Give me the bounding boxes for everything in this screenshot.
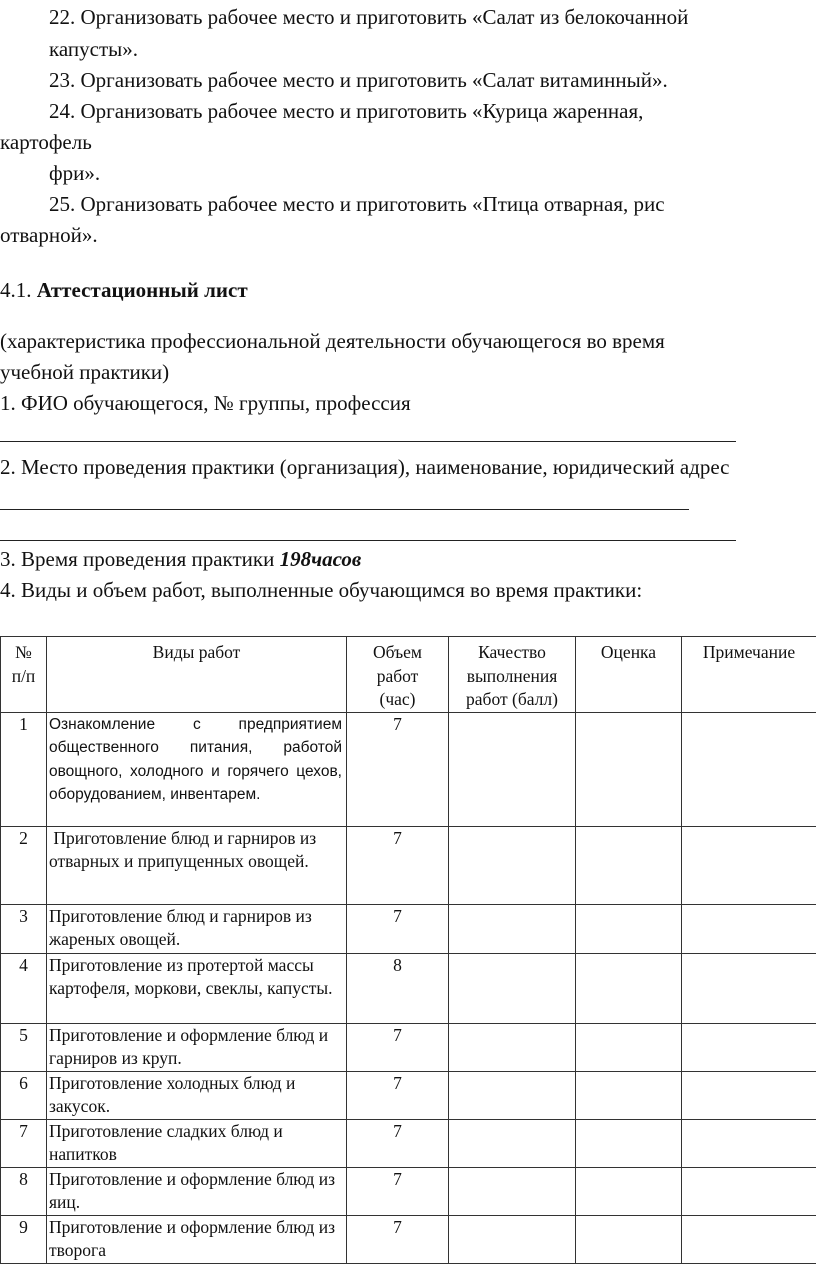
row-quality [449,1167,576,1215]
table-row [1,1023,816,1071]
table-row [1,1119,816,1167]
row-grade [576,712,682,826]
row-note [682,953,816,1023]
row-note [682,1023,816,1071]
row-hours: 7 [347,1167,449,1215]
list-item-22-line1: 22. Организовать рабочее место и приготовить «Салат из белокочанной [49,5,689,29]
row-note [682,904,816,953]
table-row [1,1167,816,1215]
header-num [1,637,47,713]
row-grade [576,826,682,904]
time-line [0,546,361,572]
header-quality [449,637,576,713]
row-hours: 7 [347,1071,449,1119]
row-num: 4 [1,953,47,1023]
row-note [682,1215,816,1263]
row-hours: 7 [347,1119,449,1167]
header-volume-line3: (час) [379,689,416,709]
row-grade [576,1119,682,1167]
list-item-22-line2: капусты». [49,37,139,61]
row-hours: 8 [347,953,449,1023]
row-quality [449,1215,576,1263]
header-volume [347,637,449,713]
table-row [1,1071,816,1119]
row-num: 6 [1,1071,47,1119]
header-volume-line1: Объем [373,642,422,662]
row-desc: Приготовление холодных блюд и закусок. [47,1071,347,1119]
section-subtitle-line1: (характеристика профессиональной деятельности обучающегося во время [0,329,665,353]
table-row [1,904,816,953]
header-kind: Виды работ [47,637,347,713]
row-num: 3 [1,904,47,953]
row-quality [449,1119,576,1167]
header-num-line1: № [15,642,32,662]
header-volume-line2: работ [376,665,419,686]
row-hours: 7 [347,712,449,826]
row-hours: 7 [347,1215,449,1263]
list-item-25-line2: отварной». [0,223,98,247]
row-desc: Приготовление блюд и гарниров из отварных и припущенных овощей. [47,826,347,904]
place-underline-1 [0,509,689,510]
row-num: 8 [1,1167,47,1215]
time-value: 198часов [279,547,362,571]
row-note [682,1119,816,1167]
row-desc: Приготовление из протертой массы картофеля, моркови, свеклы, капусты. [47,953,347,1023]
list-item-24-line3: фри». [49,161,101,185]
row-desc: Приготовление и оформление блюд и гарниров из круп. [47,1023,347,1071]
place-label: 2. Место проведения практики (организация), наименование, юридический адрес [0,455,730,479]
table-row [1,1215,816,1263]
row-quality [449,712,576,826]
list-item-24-line1: 24. Организовать рабочее место и приготовить «Курица жаренная, [49,99,644,123]
row-grade [576,1215,682,1263]
header-grade: Оценка [576,637,682,713]
row-quality [449,1023,576,1071]
row-quality [449,953,576,1023]
row-grade [576,904,682,953]
header-num-line2: п/п [11,665,36,686]
row-desc: Приготовление и оформление блюд из творога [47,1215,347,1263]
list-item-25-line1: 25. Организовать рабочее место и приготовить «Птица отварная, рис [49,192,665,216]
table-row [1,953,816,1023]
row-desc: Ознакомление с предприятием общественного питания, работой овощного, холодного и горячего цехов, оборудованием, инвентарем. [47,712,347,826]
row-num: 9 [1,1215,47,1263]
row-grade [576,1167,682,1215]
row-grade [576,1071,682,1119]
row-num: 1 [1,712,47,826]
table-header-row [1,637,816,713]
row-num: 7 [1,1119,47,1167]
place-underline-2 [0,540,736,541]
table-row [1,826,816,904]
row-hours: 7 [347,1023,449,1071]
table-row [1,712,816,826]
row-quality [449,1071,576,1119]
header-quality-line3: работ (балл) [466,689,558,709]
list-item-23-line1: 23. Организовать рабочее место и приготовить «Салат витаминный». [49,68,668,92]
row-note [682,1071,816,1119]
fio-label: 1. ФИО обучающегося, № группы, профессия [0,391,411,415]
row-desc: Приготовление сладких блюд и напитков [47,1119,347,1167]
works-table [0,636,816,1264]
row-grade [576,1023,682,1071]
fio-underline [0,441,736,442]
row-grade [576,953,682,1023]
works-label: 4. Виды и объем работ, выполненные обучающимся во время практики: [0,578,643,602]
row-num: 5 [1,1023,47,1071]
section-number: 4.1. [0,278,32,302]
row-note [682,1167,816,1215]
header-quality-line2: выполнения [466,665,558,686]
section-heading [0,277,248,303]
list-item-24-line2: картофель [0,130,92,154]
row-desc: Приготовление и оформление блюд из яиц. [47,1167,347,1215]
row-num: 2 [1,826,47,904]
row-note [682,826,816,904]
row-quality [449,904,576,953]
row-hours: 7 [347,904,449,953]
section-subtitle-line2: учебной практики) [0,360,170,384]
row-desc: Приготовление блюд и гарниров из жареных овощей. [47,904,347,953]
time-label: 3. Время проведения практики [0,547,280,571]
section-title: Аттестационный лист [36,278,248,302]
row-hours: 7 [347,826,449,904]
row-quality [449,826,576,904]
header-quality-line1: Качество [478,642,546,662]
row-note [682,712,816,826]
header-note: Примечание [682,637,816,713]
